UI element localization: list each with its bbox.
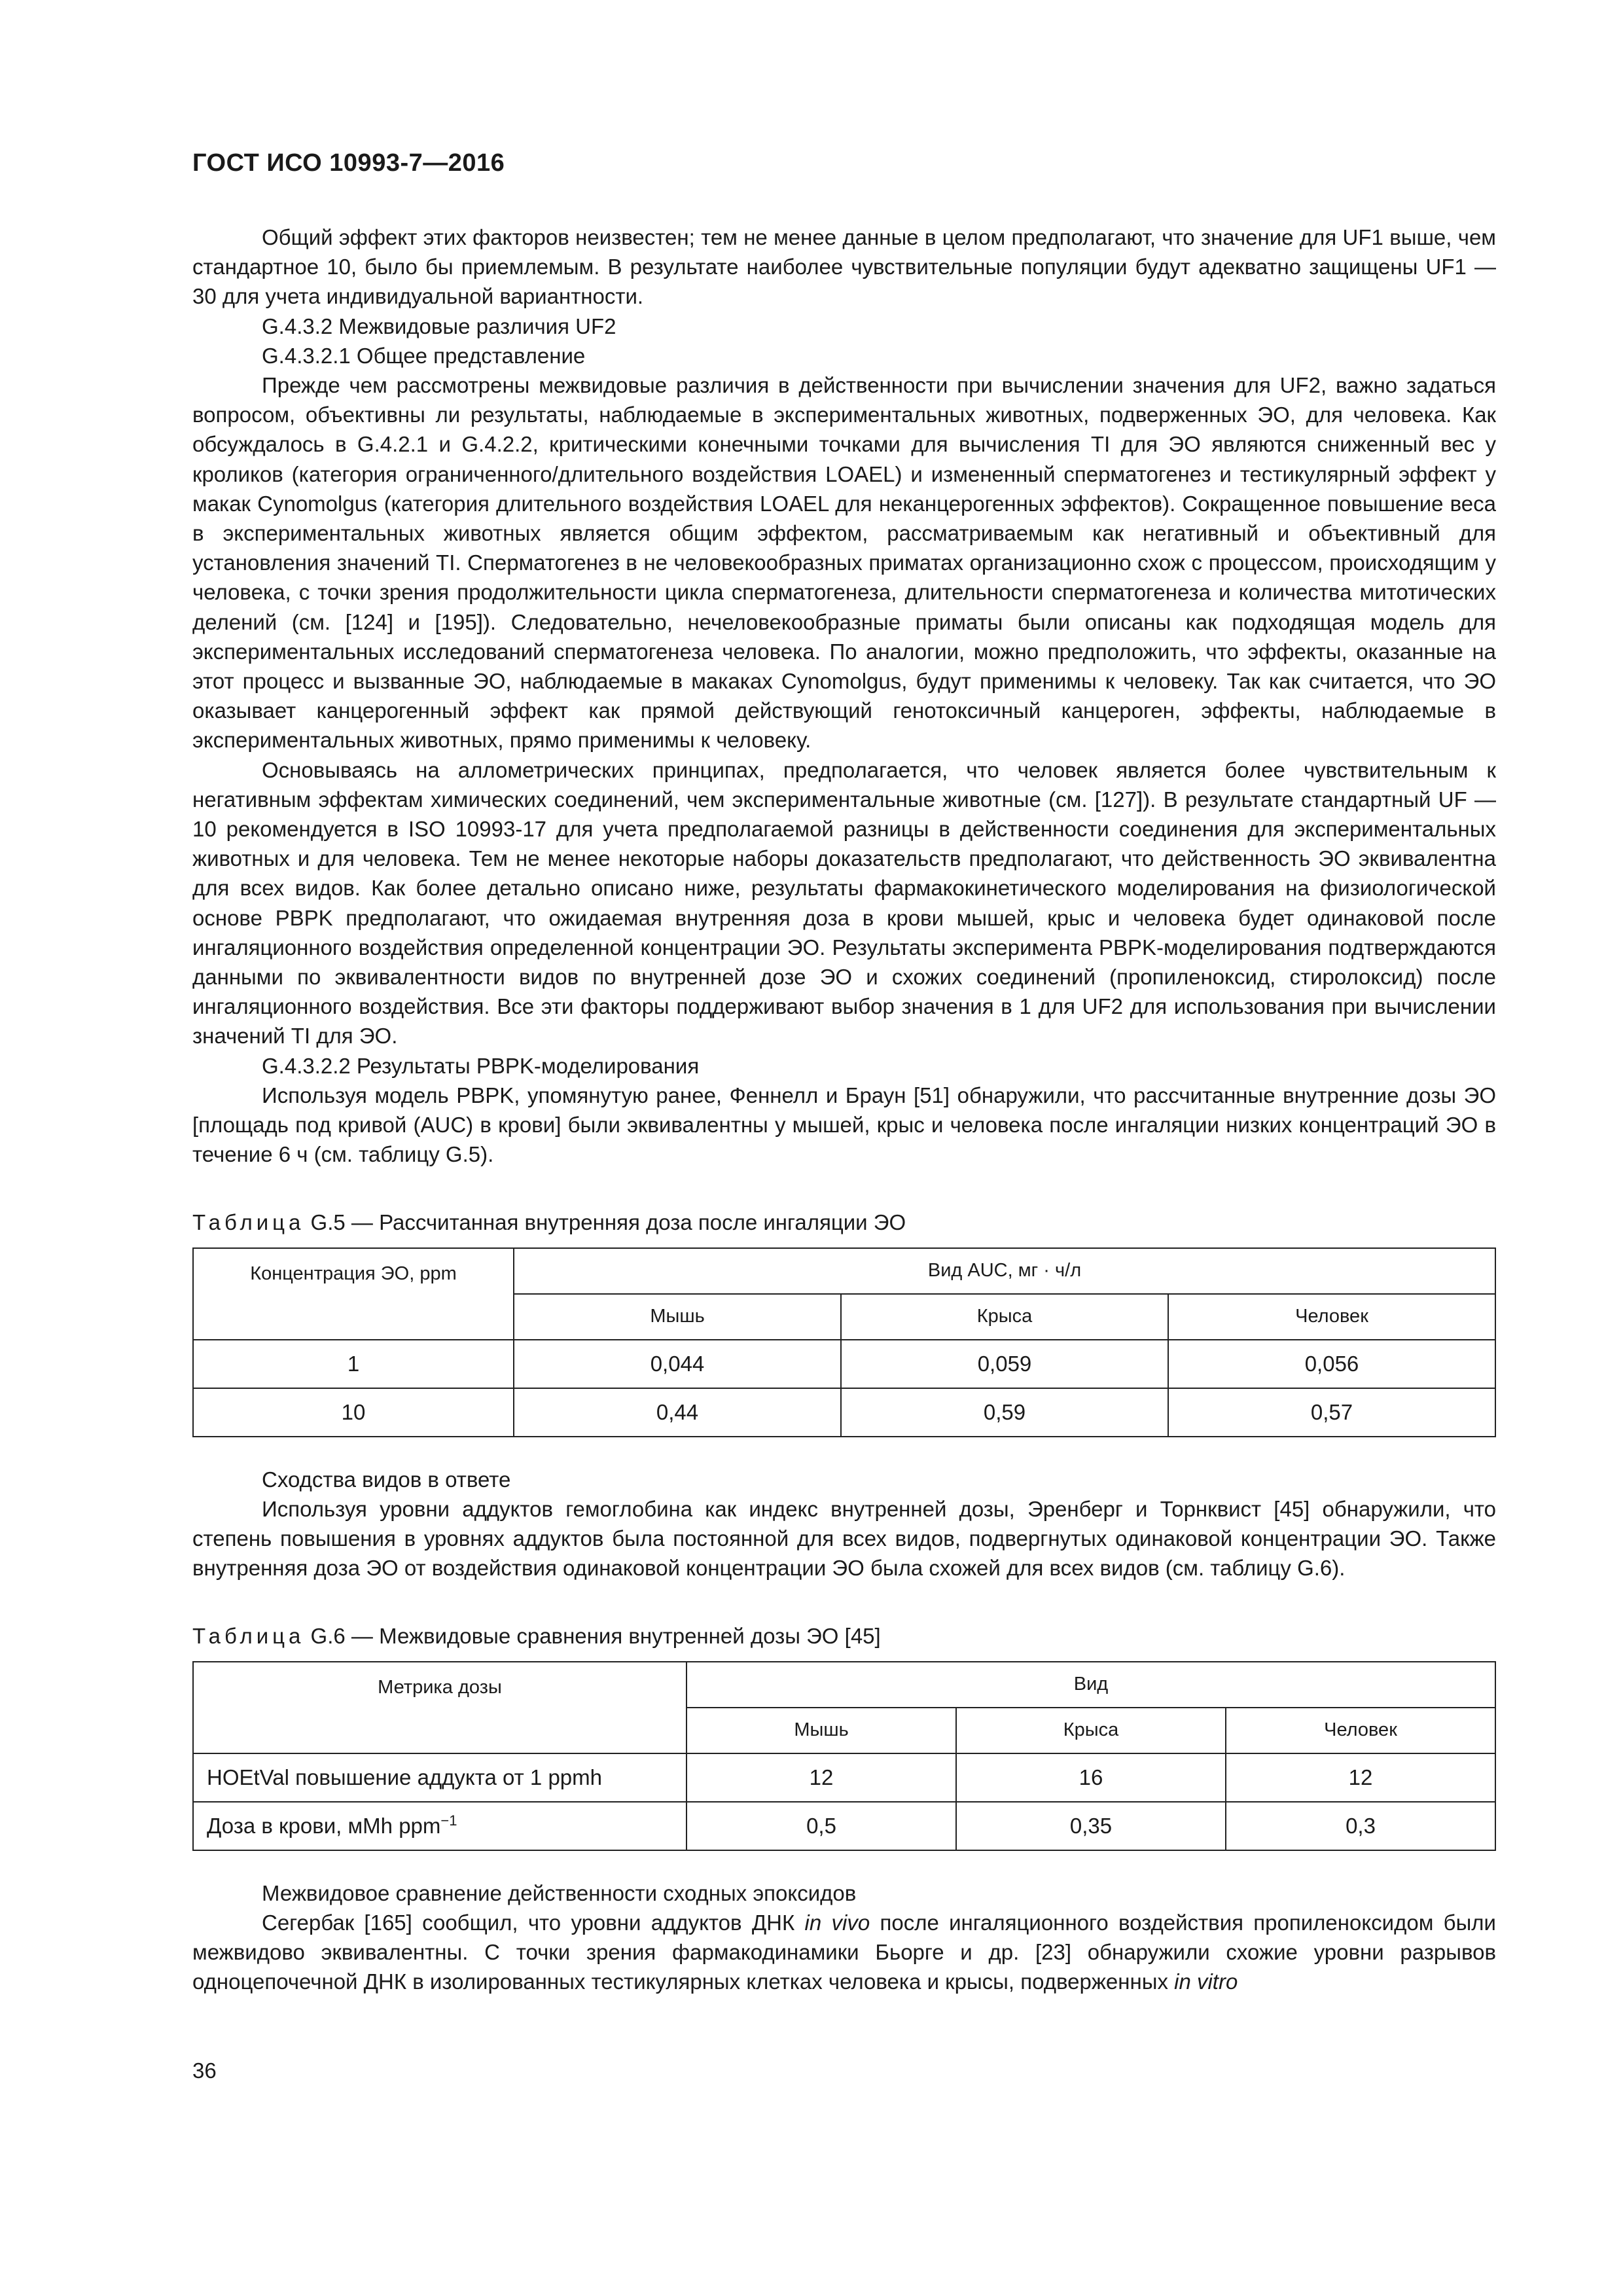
table-cell: 0,059 bbox=[841, 1340, 1168, 1388]
table-cell: 16 bbox=[956, 1753, 1226, 1802]
paragraph: Основываясь на аллометрических принципах, предполагается, что человек является более чувствительным к негативным эффектам химических соединений, чем экспериментальные животные (см. [127]). В результате стандартный UF — 10 рекомендуется в ISO 10993-17 для учета предполагаемой разницы в действенности соединения для экспериментальных животных и для человека. Тем не менее некоторые наборы доказательств предполагают, что действенность ЭО эквивалентна для всех видов. Как более детально описано ниже, результаты фармакокинетического моделирования на физиологической основе PBPK предполагают, что ожидаемая внутренняя доза в крови мышей, крыс и человека будет одинаковой после ингаляционного воздействия определенной концентрации ЭО. Результаты эксперимента PBPK-моделирования подтверждаются данными по эквивалентности видов по внутренней дозе ЭО и схожих соединений (пропиленоксид, стиролоксид) после ингаляционного воздействия. Все эти факторы поддерживают выбор значения в 1 для UF2 для использования при вычислении значений TI для ЭО. bbox=[192, 757, 1496, 1049]
table-cell: 0,3 bbox=[1226, 1802, 1495, 1850]
table-row bbox=[193, 1340, 1495, 1388]
paragraph: Используя уровни аддуктов гемоглобина как индекс внутренней дозы, Эренберг и Торнквист [45] обнаружили, что степень повышения в уровнях аддуктов была постоянной для всех видов, подвергнутых одинаковой концентрации ЭО. Также внутренняя доза ЭО от воздействия одинаковой концентрации ЭО была схожей для всех видов (см. таблицу G.6). bbox=[192, 1496, 1496, 1581]
section-heading: Сходства видов в ответе bbox=[262, 1467, 511, 1492]
table-cell: 0,5 bbox=[687, 1802, 956, 1850]
exponent: −1 bbox=[440, 1812, 457, 1829]
column-header: Мышь bbox=[687, 1708, 956, 1753]
section-heading: G.4.3.2 Межвидовые различия UF2 bbox=[262, 314, 616, 338]
column-header: Крыса bbox=[841, 1294, 1168, 1340]
text-run: после ингаляционного воздействия пропиленоксидом были межвидово эквивалентны. С точки зрения фармакодинамики Бьорге и др. [23] обнаружили схожие уровни разрывов одноцепочечной ДНК в изолированных тестикулярных клетках человека и крысы, подверженных bbox=[192, 1910, 1496, 1994]
column-group-header: Вид AUC, мг · ч/л bbox=[514, 1248, 1495, 1294]
italic-term: in vivo bbox=[804, 1910, 870, 1935]
caption-prefix: Таблица bbox=[192, 1210, 305, 1234]
table-cell: 10 bbox=[193, 1388, 514, 1437]
table-row bbox=[193, 1388, 1495, 1437]
caption-text: G.5 — Рассчитанная внутренняя доза после ингаляции ЭО bbox=[304, 1210, 906, 1234]
row-label bbox=[193, 1802, 687, 1850]
page-number: 36 bbox=[192, 2058, 217, 2083]
caption-text: G.6 — Межвидовые сравнения внутренней дозы ЭО [45] bbox=[304, 1623, 881, 1648]
table-cell: 12 bbox=[687, 1753, 956, 1802]
table-caption bbox=[192, 1621, 1496, 1651]
row-label: HOEtVal повышение аддукта от 1 ppmh bbox=[193, 1753, 687, 1802]
caption-prefix: Таблица bbox=[192, 1623, 305, 1648]
paragraph: Общий эффект этих факторов неизвестен; тем не менее данные в целом предполагают, что значение для UF1 выше, чем стандартное 10, было бы приемлемым. В результате наиболее чувствительные популяции будут адекватно защищены UF1 — 30 для учета индивидуальной вариантности. bbox=[192, 225, 1496, 309]
section-heading: Межвидовое сравнение действенности сходных эпоксидов bbox=[262, 1880, 857, 1905]
text-run: Сегербак [165] сообщил, что уровни аддуктов ДНК bbox=[262, 1910, 805, 1935]
table-cell: 0,056 bbox=[1168, 1340, 1495, 1388]
document-header: ГОСТ ИСО 10993-7—2016 bbox=[192, 149, 505, 177]
column-header: Человек bbox=[1168, 1294, 1495, 1340]
table-g6 bbox=[192, 1661, 1496, 1851]
column-header: Концентрация ЭО, ppm bbox=[193, 1248, 514, 1340]
table-cell: 1 bbox=[193, 1340, 514, 1388]
paragraph: Прежде чем рассмотрены межвидовые различия в действенности при вычислении значения для UF2, важно задаться вопросом, объективны ли результаты, наблюдаемые в экспериментальных животных, подверженных ЭО, для человека. Как обсуждалось в G.4.2.1 и G.4.2.2, критическими конечными точками для вычисления TI для ЭО являются сниженный вес у кроликов (категория ограниченного/длительного воздействия LOAEL) и измененный сперматогенез и тестикулярный эффект у макак Cynomolgus (категория длительного воздействия LOAEL для неканцерогенных эффектов). Сокращенное повышение веса в экспериментальных животных является общим эффектом, рассматриваемым как негативный и объективный для установления значений TI. Сперматогенез в не человекообразных приматах организационно схож с процессом, происходящим у человека, с точки зрения продолжительности цикла сперматогенеза, длительности сперматогенеза и количества митотических делений (см. [124] и [195]). Следовательно, нечеловекообразные приматы были описаны как подходящая модель для экспериментальных исследований сперматогенеза человека. По аналогии, можно предположить, что эффекты, оказанные на этот процесс и вызванные ЭО, наблюдаемые в макаках Cynomolgus, будут применимы к человеку. Так как считается, что ЭО оказывает канцерогенный эффект как прямой действующий генотоксичный канцероген, эффекты, наблюдаемые в экспериментальных животных, прямо применимы к человеку. bbox=[192, 373, 1496, 753]
column-header: Метрика дозы bbox=[193, 1662, 687, 1753]
table-caption bbox=[192, 1208, 1496, 1237]
column-header: Мышь bbox=[514, 1294, 841, 1340]
table-g5 bbox=[192, 1247, 1496, 1437]
table-cell: 0,44 bbox=[514, 1388, 841, 1437]
table-cell: 0,044 bbox=[514, 1340, 841, 1388]
subsection-heading: G.4.3.2.1 Общее представление bbox=[262, 343, 586, 368]
paragraph bbox=[192, 1908, 1496, 1997]
column-group-header: Вид bbox=[687, 1662, 1495, 1708]
column-header: Крыса bbox=[956, 1708, 1226, 1753]
column-header: Человек bbox=[1226, 1708, 1495, 1753]
subsection-heading: G.4.3.2.2 Результаты PBPK-моделирования bbox=[262, 1053, 700, 1078]
table-cell: 0,35 bbox=[956, 1802, 1226, 1850]
main-content bbox=[192, 223, 1496, 1997]
italic-term: in vitro bbox=[1174, 1969, 1238, 1994]
table-row bbox=[193, 1802, 1495, 1850]
table-cell: 0,57 bbox=[1168, 1388, 1495, 1437]
table-row bbox=[193, 1753, 1495, 1802]
table-cell: 0,59 bbox=[841, 1388, 1168, 1437]
row-label-text: Доза в крови, мМh ppm bbox=[207, 1814, 441, 1839]
paragraph: Используя модель PBPK, упомянутую ранее, Феннелл и Браун [51] обнаружили, что рассчитанные внутренние дозы ЭО [площадь под кривой (AUC) в крови] были эквивалентны у мышей, крыс и человека после ингаляции низких концентраций ЭО в течение 6 ч (см. таблицу G.5). bbox=[192, 1083, 1496, 1167]
table-cell: 12 bbox=[1226, 1753, 1495, 1802]
